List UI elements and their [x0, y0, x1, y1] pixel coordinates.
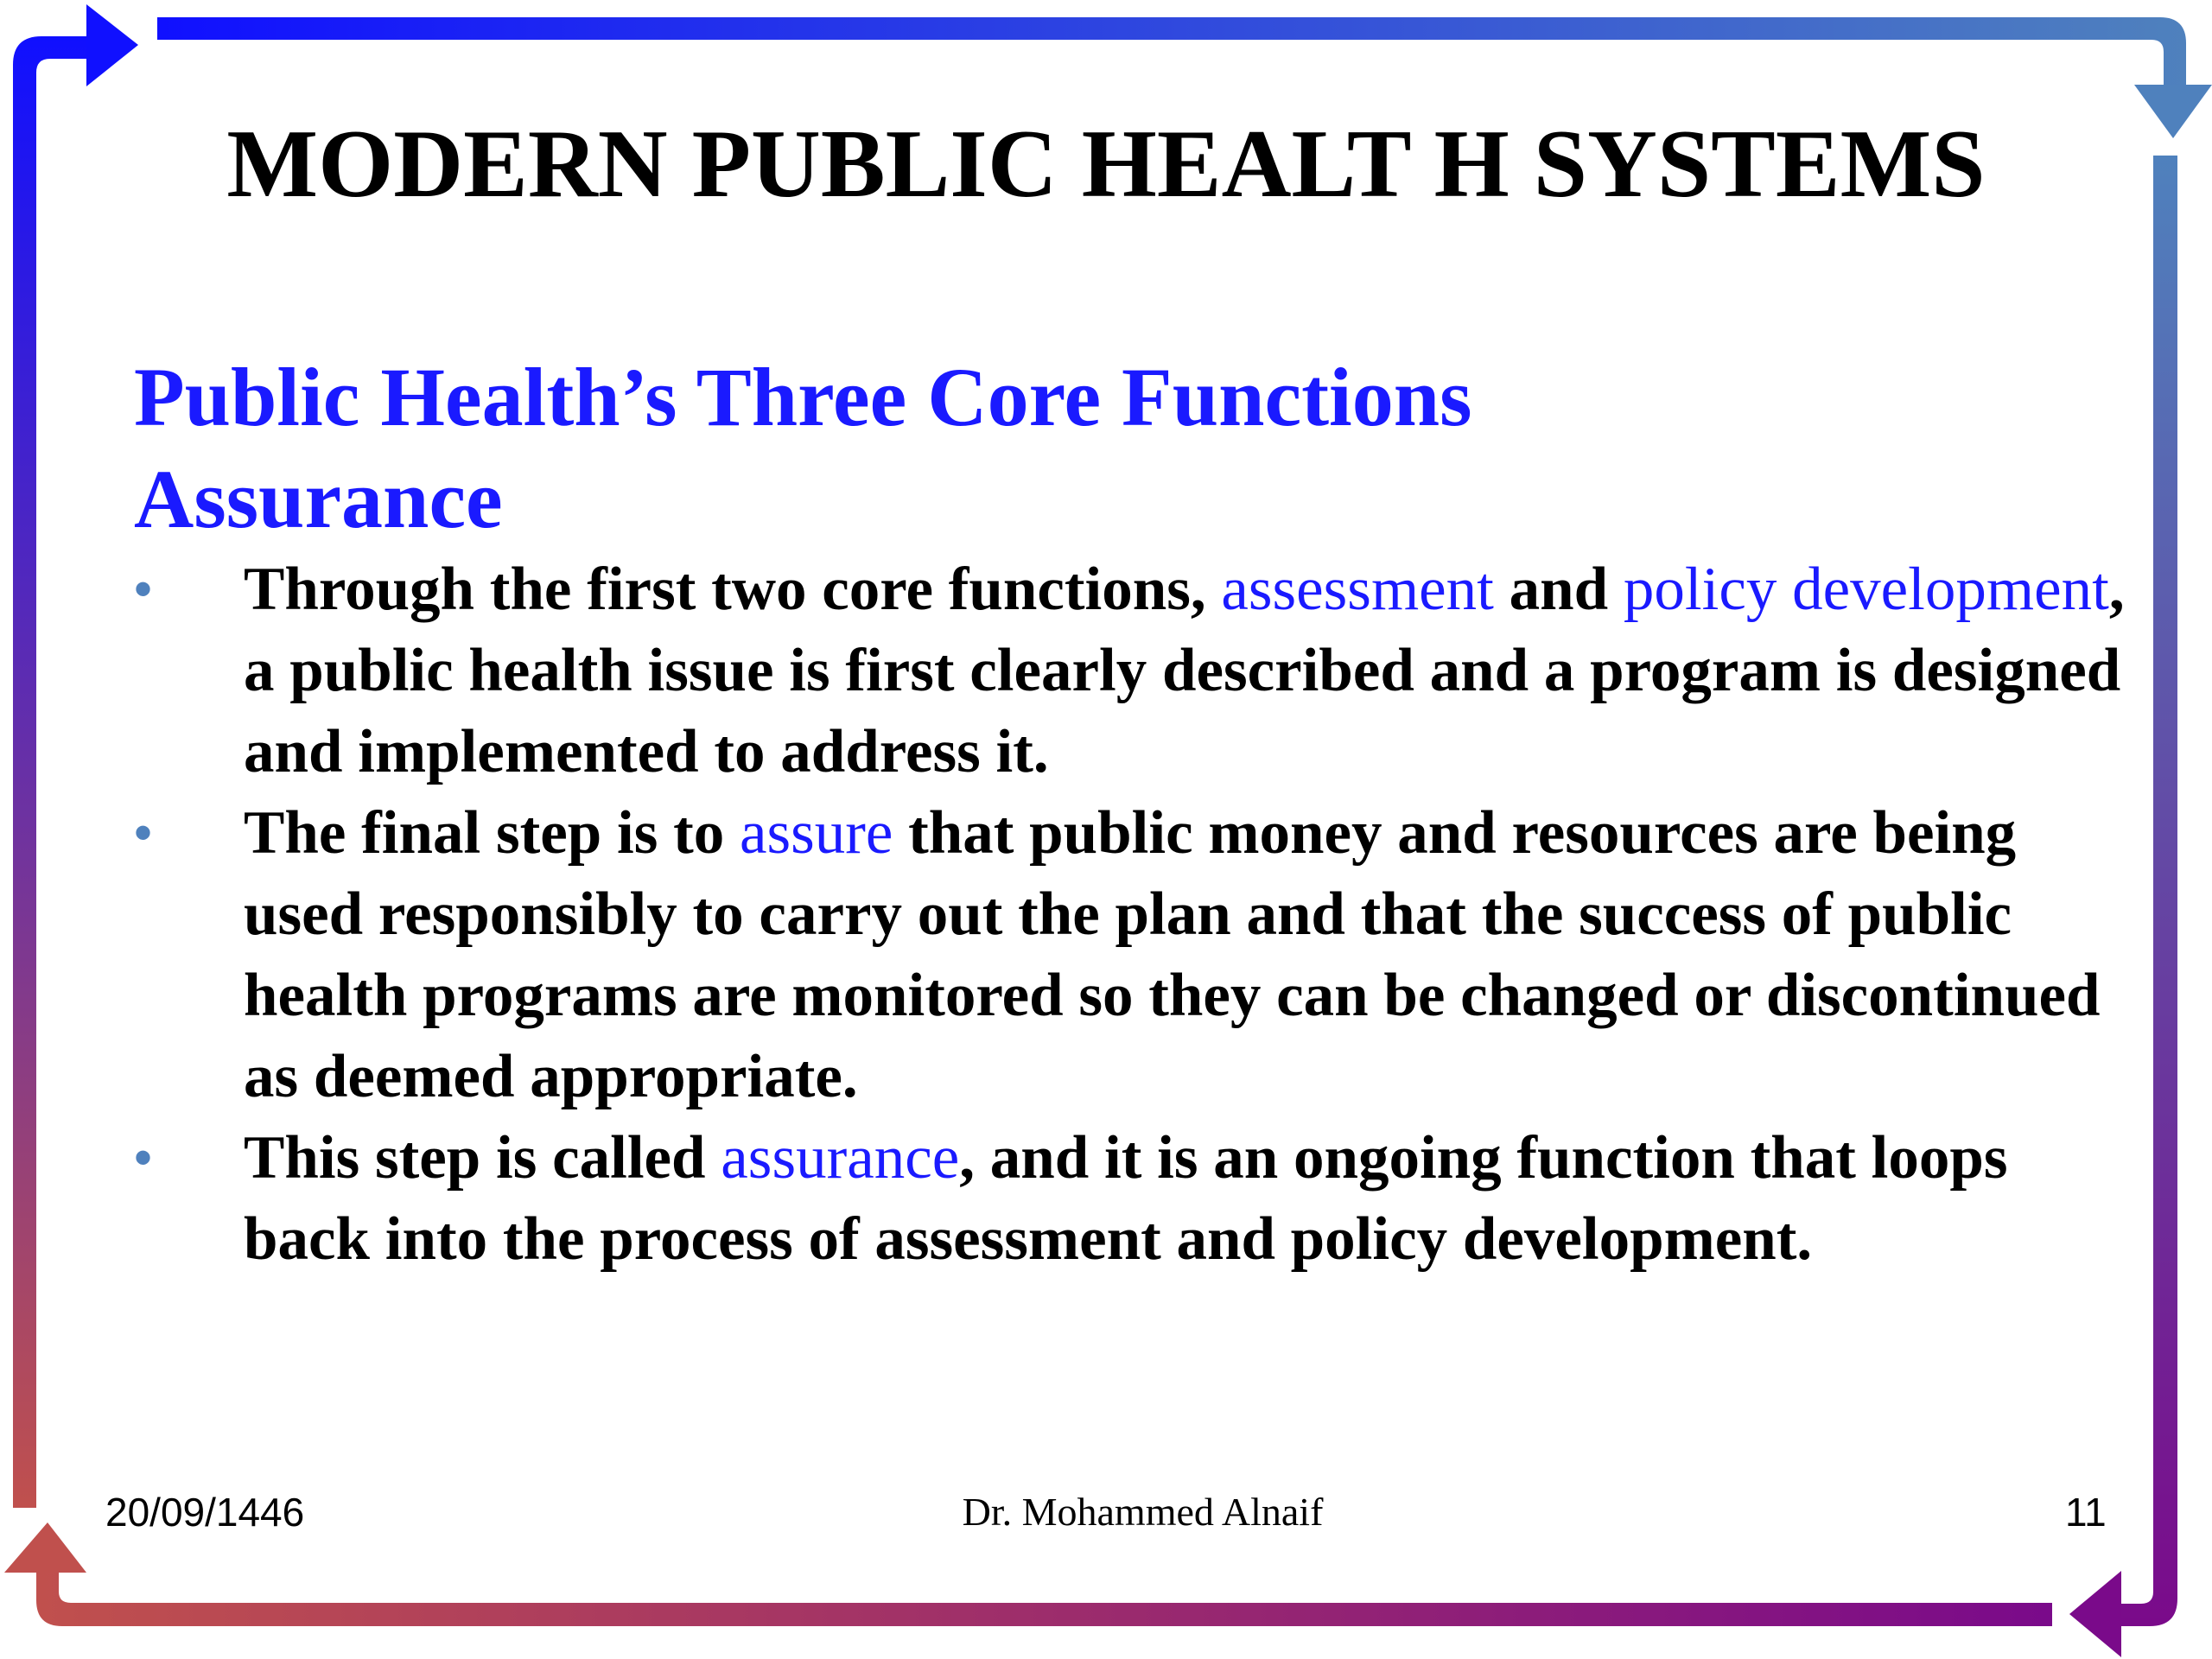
- bullet-dot-icon: •: [134, 560, 153, 618]
- bullet-text: Through the first two core functions,: [244, 556, 1222, 623]
- footer-author: Dr. Mohammed Alnaif: [962, 1490, 1324, 1534]
- bullet-list: [134, 549, 2130, 1280]
- frame-left-arrow: [13, 4, 138, 1508]
- frame-bottom-arrow: [4, 1522, 2052, 1626]
- highlighted-term: assessment: [1221, 556, 1494, 623]
- section-heading: Public Health’s Three Core Functions: [134, 351, 1472, 443]
- highlighted-term: assurance: [721, 1124, 960, 1192]
- bullet-item: [134, 792, 2130, 1117]
- bullet-dot-icon: •: [134, 804, 153, 861]
- bullet-text: , and it is an ongoing function that loops back into the process of assessment and policy development.: [244, 1124, 2008, 1273]
- bullet-text: This step is called: [244, 1124, 721, 1192]
- bullet-text: The final step is to: [244, 799, 740, 867]
- slide-title: MODERN PUBLIC HEALT H SYSTEMS: [226, 111, 1986, 218]
- bullet-item: [134, 1117, 2130, 1280]
- bullet-text: that public money and resources are being used responsibly to carry out the plan and that the success of public health programs are monitored so they can be changed or discontinued as deemed appropriate.: [244, 799, 2101, 1110]
- bullet-dot-icon: •: [134, 1128, 153, 1186]
- bullet-text: and: [1493, 556, 1624, 623]
- slide-number: 11: [2065, 1490, 2107, 1535]
- bullet-text: , a public health issue is first clearly described and a program is designed and implemented to address it.: [244, 556, 2125, 785]
- highlighted-term: assure: [739, 799, 893, 867]
- section-subheading: Assurance: [134, 453, 503, 545]
- highlighted-term: policy development: [1623, 556, 2109, 623]
- footer-date: 20/09/1446: [105, 1490, 305, 1535]
- bullet-item: [134, 549, 2130, 792]
